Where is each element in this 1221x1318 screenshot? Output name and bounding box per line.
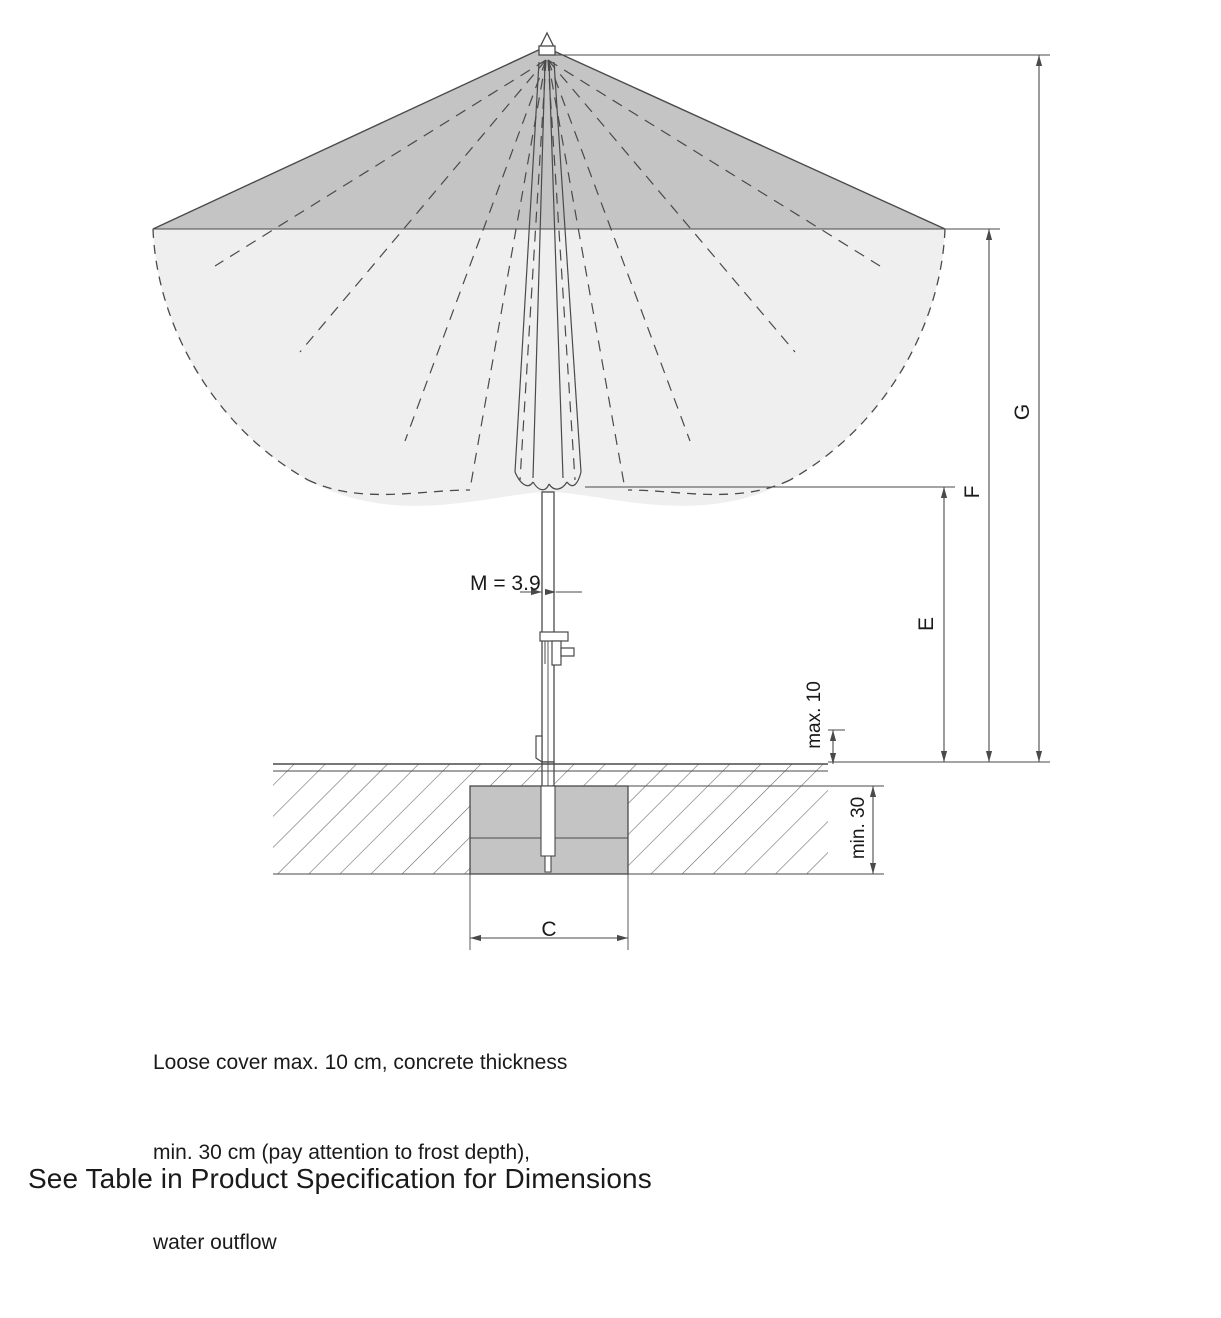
dimension-E bbox=[585, 487, 955, 762]
dimension-mast-diameter-label: M = 3.9 bbox=[470, 572, 541, 595]
installation-notes bbox=[153, 988, 773, 1318]
note-line-1: Loose cover max. 10 cm, concrete thickness bbox=[153, 1051, 568, 1074]
mast-crank-handle bbox=[540, 632, 574, 665]
footer-caption: See Table in Product Specification for Dimensions bbox=[28, 1163, 652, 1194]
note-line-3: water outflow bbox=[153, 1231, 277, 1254]
dimension-C-label: C bbox=[541, 918, 557, 941]
concrete-foundation bbox=[470, 786, 628, 874]
canopy-lower-shade bbox=[153, 229, 945, 506]
dimension-mast-diameter bbox=[470, 572, 582, 595]
dimension-E-label: E bbox=[915, 616, 938, 632]
dimension-F bbox=[945, 229, 1000, 762]
mast-bracket bbox=[536, 736, 542, 762]
note-line-2: min. 30 cm (pay attention to frost depth), bbox=[153, 1141, 531, 1164]
dimension-min-concrete-label: min. 30 bbox=[848, 796, 869, 860]
dimension-max-cover-label: max. 10 bbox=[804, 681, 825, 749]
dimension-F-label: F bbox=[961, 485, 984, 499]
dimension-max-cover bbox=[804, 681, 845, 764]
canopy-finial bbox=[539, 33, 555, 55]
dimension-G-label: G bbox=[1011, 403, 1034, 421]
dimension-C bbox=[470, 874, 628, 950]
